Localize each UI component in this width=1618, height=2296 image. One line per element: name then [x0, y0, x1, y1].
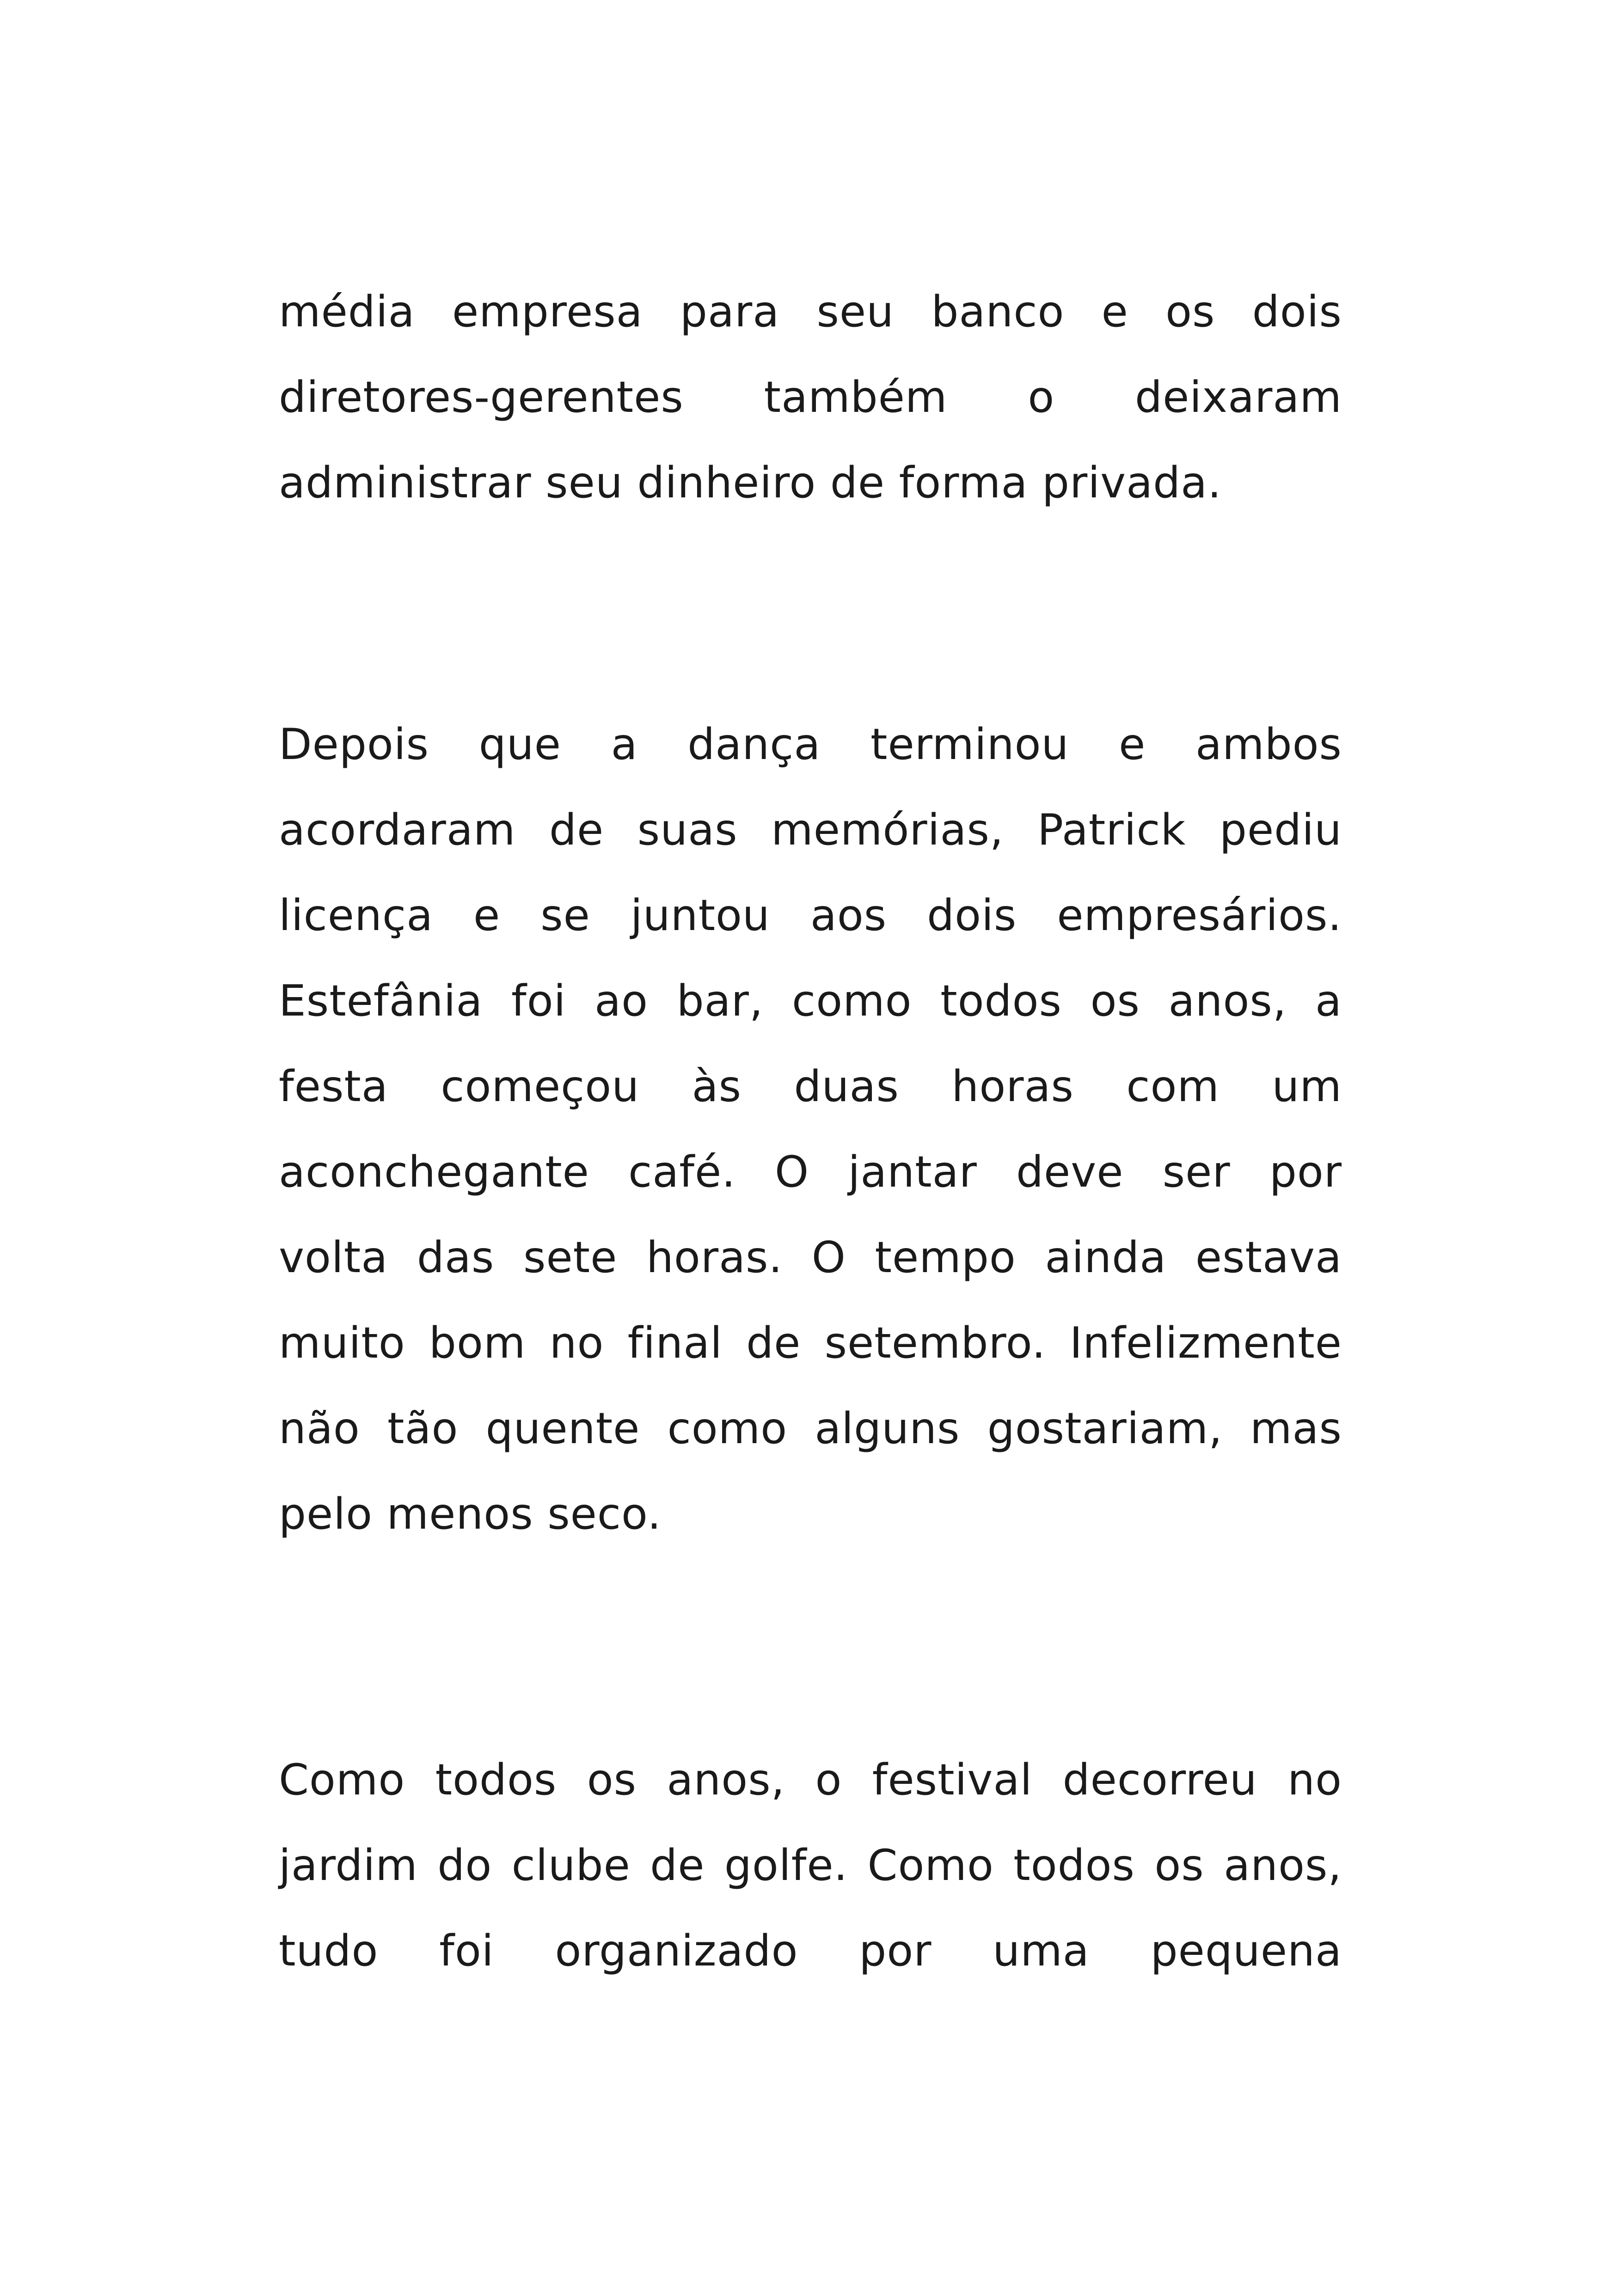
- text-line: aconchegante café. O jantar deve ser por: [279, 1147, 1342, 1197]
- paragraph-3: [279, 1737, 1342, 1994]
- text-line: Depois que a dança terminou e ambos: [279, 719, 1342, 769]
- text-line: acordaram de suas memórias, Patrick pediu: [279, 805, 1342, 855]
- text-line: Estefânia foi ao bar, como todos os anos, a: [279, 976, 1342, 1026]
- text-line: pelo menos seco.: [279, 1489, 662, 1539]
- text-line: Como todos os anos, o festival decorreu no: [279, 1755, 1342, 1805]
- text-line: tudo foi organizado por uma pequena: [279, 1926, 1342, 1976]
- text-line: licença e se juntou aos dois empresários.: [279, 890, 1342, 940]
- paragraph-1: [279, 269, 1342, 526]
- text-line: festa começou às duas horas com um: [279, 1061, 1342, 1111]
- text-line: média empresa para seu banco e os dois: [279, 287, 1342, 337]
- text-line: jardim do clube de golfe. Como todos os anos,: [279, 1840, 1342, 1890]
- paragraph-2: [279, 702, 1342, 1557]
- text-line: volta das sete horas. O tempo ainda estava: [279, 1232, 1342, 1282]
- text-line: diretores-gerentes também o deixaram: [279, 372, 1342, 422]
- text-line: muito bom no final de setembro. Infelizmente: [279, 1318, 1342, 1368]
- text-line: não tão quente como alguns gostariam, mas: [279, 1403, 1342, 1453]
- text-line: administrar seu dinheiro de forma privada.: [279, 458, 1222, 508]
